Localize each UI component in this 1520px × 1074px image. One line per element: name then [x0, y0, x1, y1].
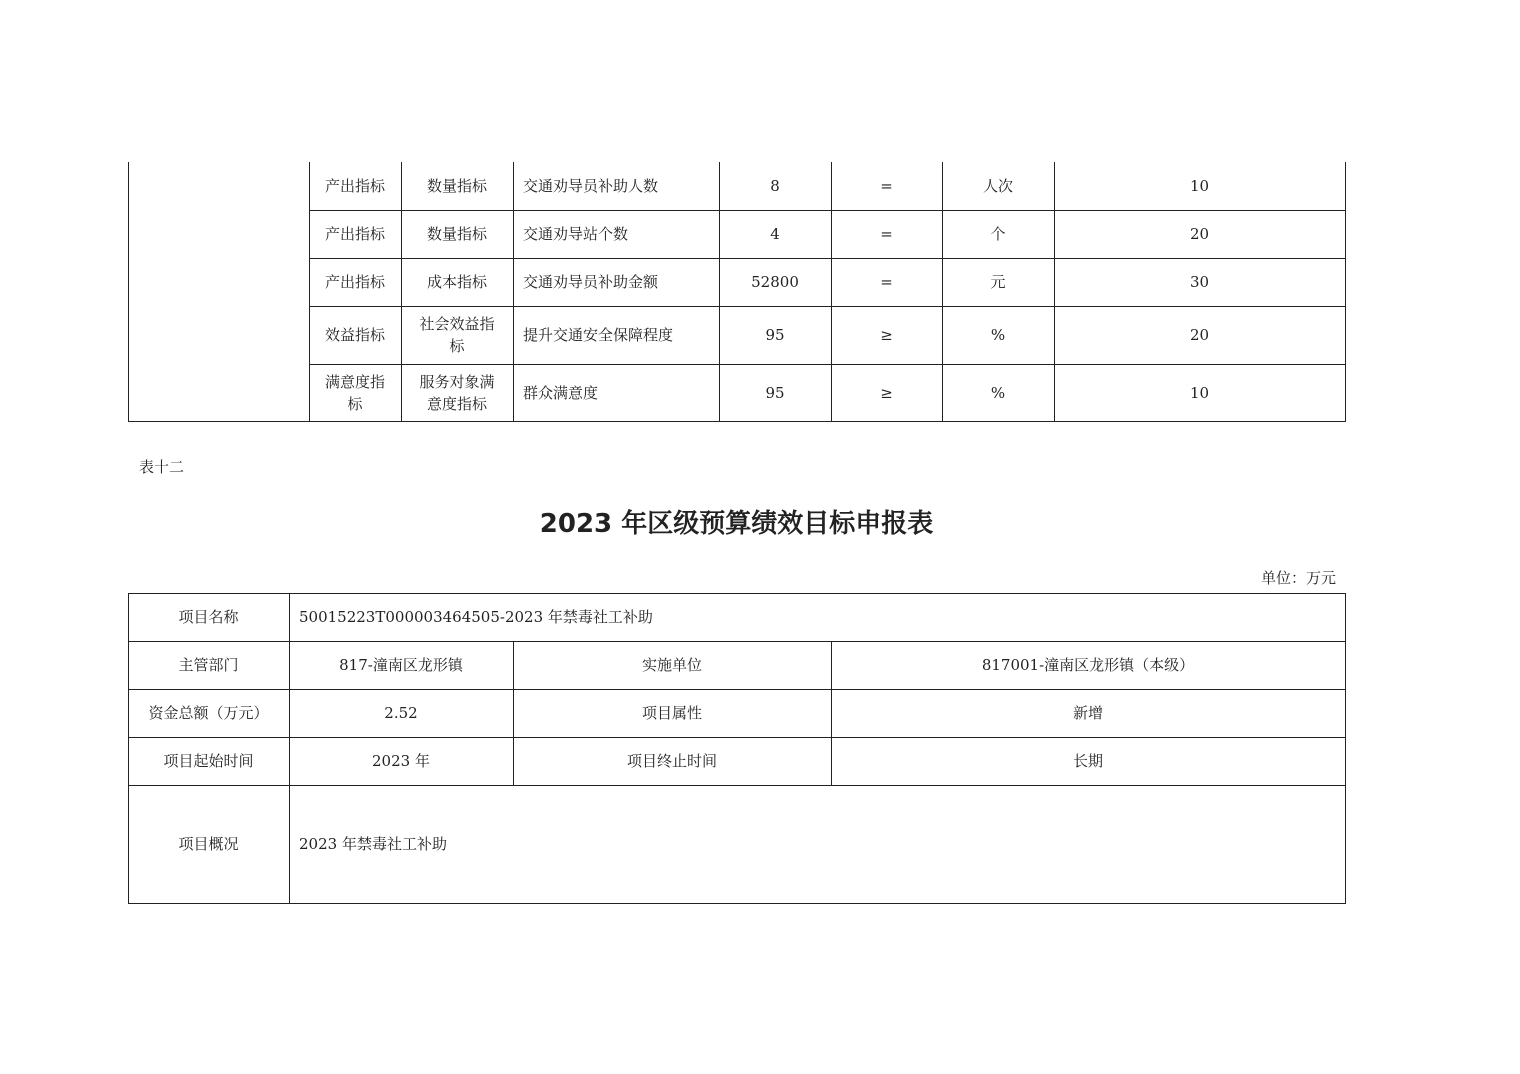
- table-cell-unit: %: [990, 383, 1006, 402]
- table-cell-level1: 效益指标: [324, 326, 385, 344]
- table-cell-value: 95: [765, 326, 785, 344]
- fund-value: 2.52: [384, 704, 418, 722]
- table-cell-weight: 20: [1189, 326, 1210, 344]
- end-value: 长期: [1072, 752, 1103, 770]
- table-cell-operator: =: [880, 177, 893, 195]
- table-cell-unit: 元: [990, 273, 1006, 291]
- table-cell-weight: 10: [1189, 383, 1210, 402]
- table-cell-value: 52800: [751, 273, 799, 291]
- table-cell-level2: 数量指标: [426, 225, 487, 243]
- end-label: 项目终止时间: [626, 752, 717, 770]
- overview-label: 项目概况: [178, 835, 239, 853]
- table-cell-indicator-name: 交通劝导员补助金额: [523, 273, 659, 291]
- table-cell-value: 95: [765, 383, 785, 402]
- dept-value: 817-潼南区龙形镇: [339, 656, 463, 674]
- table-cell-level1: 产出指标: [324, 273, 385, 291]
- table-cell-operator: ≥: [880, 383, 893, 402]
- form-title: 2023 年区级预算绩效目标申报表: [539, 509, 934, 539]
- table-cell-weight: 30: [1189, 273, 1210, 291]
- start-value: 2023 年: [372, 752, 430, 770]
- impl-value: 817001-潼南区龙形镇（本级）: [981, 656, 1195, 674]
- table-cell-operator: =: [880, 225, 893, 243]
- start-label: 项目起始时间: [163, 752, 254, 770]
- table-cell-level2: 服务对象满意度指标: [419, 372, 495, 413]
- project-name-value: 50015223T000003464505-2023 年禁毒社工补助: [299, 608, 653, 626]
- table-cell-level1: 满意度指标: [324, 372, 385, 413]
- impl-label: 实施单位: [641, 656, 702, 674]
- table-cell-indicator-name: 交通劝导站个数: [523, 225, 629, 243]
- table-cell-level1: 产出指标: [324, 177, 385, 195]
- table-cell-weight: 20: [1189, 225, 1210, 243]
- fund-label: 资金总额（万元）: [148, 704, 269, 722]
- dept-label: 主管部门: [178, 656, 239, 674]
- section-label: 表十二: [139, 458, 185, 476]
- table-cell-indicator-name: 提升交通安全保障程度: [523, 326, 674, 344]
- attr-label: 项目属性: [641, 704, 702, 722]
- table-cell-value: 4: [770, 225, 780, 243]
- table-cell-operator: ≥: [880, 326, 893, 344]
- table-cell-unit: 人次: [982, 177, 1013, 195]
- table-cell-operator: =: [880, 273, 893, 291]
- table-cell-unit: 个: [990, 225, 1006, 243]
- table-cell-value: 8: [770, 177, 780, 195]
- table-cell-indicator-name: 交通劝导员补助人数: [523, 177, 659, 195]
- table-cell-level2: 数量指标: [426, 177, 487, 195]
- table-cell-level2: 成本指标: [426, 273, 487, 291]
- project-name-label: 项目名称: [178, 608, 239, 626]
- attr-value: 新增: [1072, 704, 1103, 722]
- unit-note: 单位：万元: [1260, 569, 1336, 587]
- table-cell-unit: %: [990, 326, 1006, 344]
- table-cell-indicator-name: 群众满意度: [523, 383, 599, 402]
- overview-value: 2023 年禁毒社工补助: [299, 835, 447, 853]
- table-cell-weight: 10: [1189, 177, 1210, 195]
- table-cell-level2: 社会效益指标: [419, 315, 495, 355]
- table-cell-level1: 产出指标: [324, 225, 385, 243]
